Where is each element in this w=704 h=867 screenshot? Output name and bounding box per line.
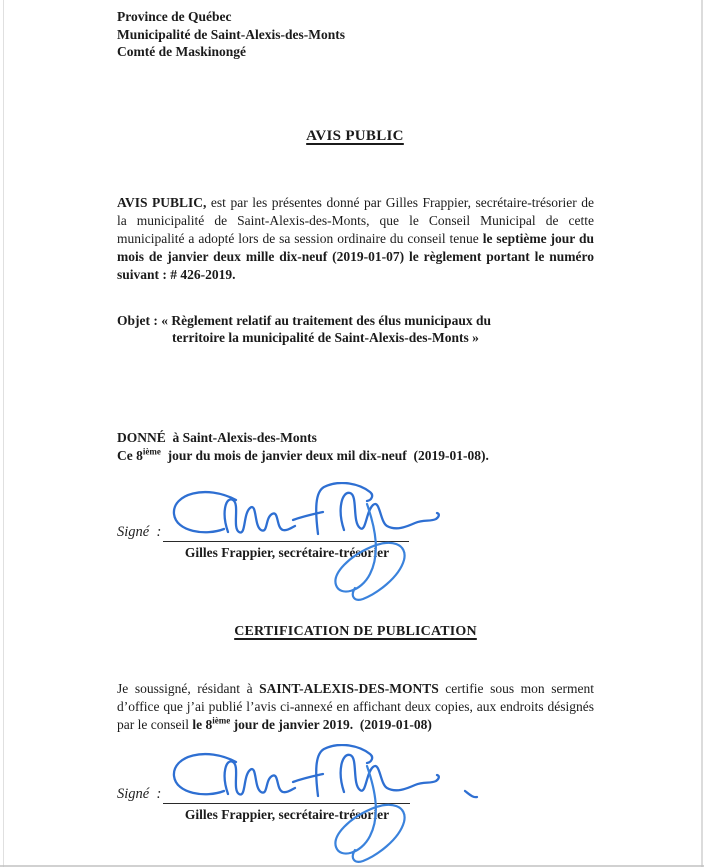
certification-paragraph: [117, 680, 594, 735]
certification-place: SAINT-ALEXIS-DES-MONTS: [259, 680, 439, 696]
notice-body: est par les présentes donné par Gilles Frappier, secrétaire-trésorier de la municipalité de Saint-Alexis-des-Monts, que le Conseil Municipal de cette municipalité a adopté lors de sa session ordinaire du conseil tenue: [117, 194, 594, 246]
subject-line-1: Objet : « Règlement relatif au traitement des élus municipaux du: [117, 313, 491, 328]
signature-line-2: [163, 803, 410, 804]
certification-title: [117, 624, 594, 640]
subject-line-2: territoire la municipalité de Saint-Alexis-des-Monts »: [172, 330, 479, 345]
scan-edge-right: [701, 0, 703, 867]
letterhead: [117, 8, 345, 61]
given-at-place: DONNÉ à Saint-Alexis-des-Monts: [117, 430, 317, 445]
given-at-date: Ce 8ième jour du mois de janvier deux mil dix-neuf (2019-01-08).: [117, 446, 489, 463]
letterhead-municipality: Municipalité de Saint-Alexis-des-Monts: [117, 26, 345, 42]
page-title-text: AVIS PUBLIC: [306, 128, 404, 144]
signatory-name-1: Gilles Frappier, secrétaire-trésorier: [184, 545, 390, 560]
notice-paragraph: [117, 194, 594, 285]
given-at-block: [117, 429, 489, 465]
letterhead-province: Province de Québec: [117, 9, 232, 24]
notice-tail: le septième jour du mois de janvier deux mille dix-neuf (2019-01-07) le règlement portant le numéro suivant : # 426-2019.: [117, 230, 594, 283]
scan-edge-left: [3, 0, 4, 867]
subject-block: [117, 312, 491, 346]
signatory-name-2: Gilles Frappier, secrétaire-trésorier: [184, 807, 390, 822]
certification-mid: certifie sous mon serment d’office que j’ai publié l’avis ci-annexé en affichant deux copies, aux endroits désignés par le conseil: [117, 680, 594, 732]
ordinal-superscript: ième: [142, 446, 161, 457]
certification-pre: Je soussigné, résidant à: [117, 680, 260, 696]
signature-line-1: [163, 541, 409, 542]
page-title: [117, 128, 593, 145]
signature-ink-2: [158, 744, 458, 866]
ordinal-superscript: ième: [212, 715, 231, 726]
certification-title-text: CERTIFICATION DE PUBLICATION: [234, 624, 477, 639]
signed-label-1: Signé :: [117, 524, 162, 540]
notice-lead: AVIS PUBLIC,: [117, 194, 207, 210]
certification-date: le 8ième jour de janvier 2019. (2019-01-08): [192, 715, 432, 732]
signature-ink-1: [158, 482, 458, 604]
pen-mark-icon: [462, 788, 480, 802]
signed-label-2: Signé :: [117, 786, 162, 802]
letterhead-county: Comté de Maskinongé: [117, 44, 246, 59]
